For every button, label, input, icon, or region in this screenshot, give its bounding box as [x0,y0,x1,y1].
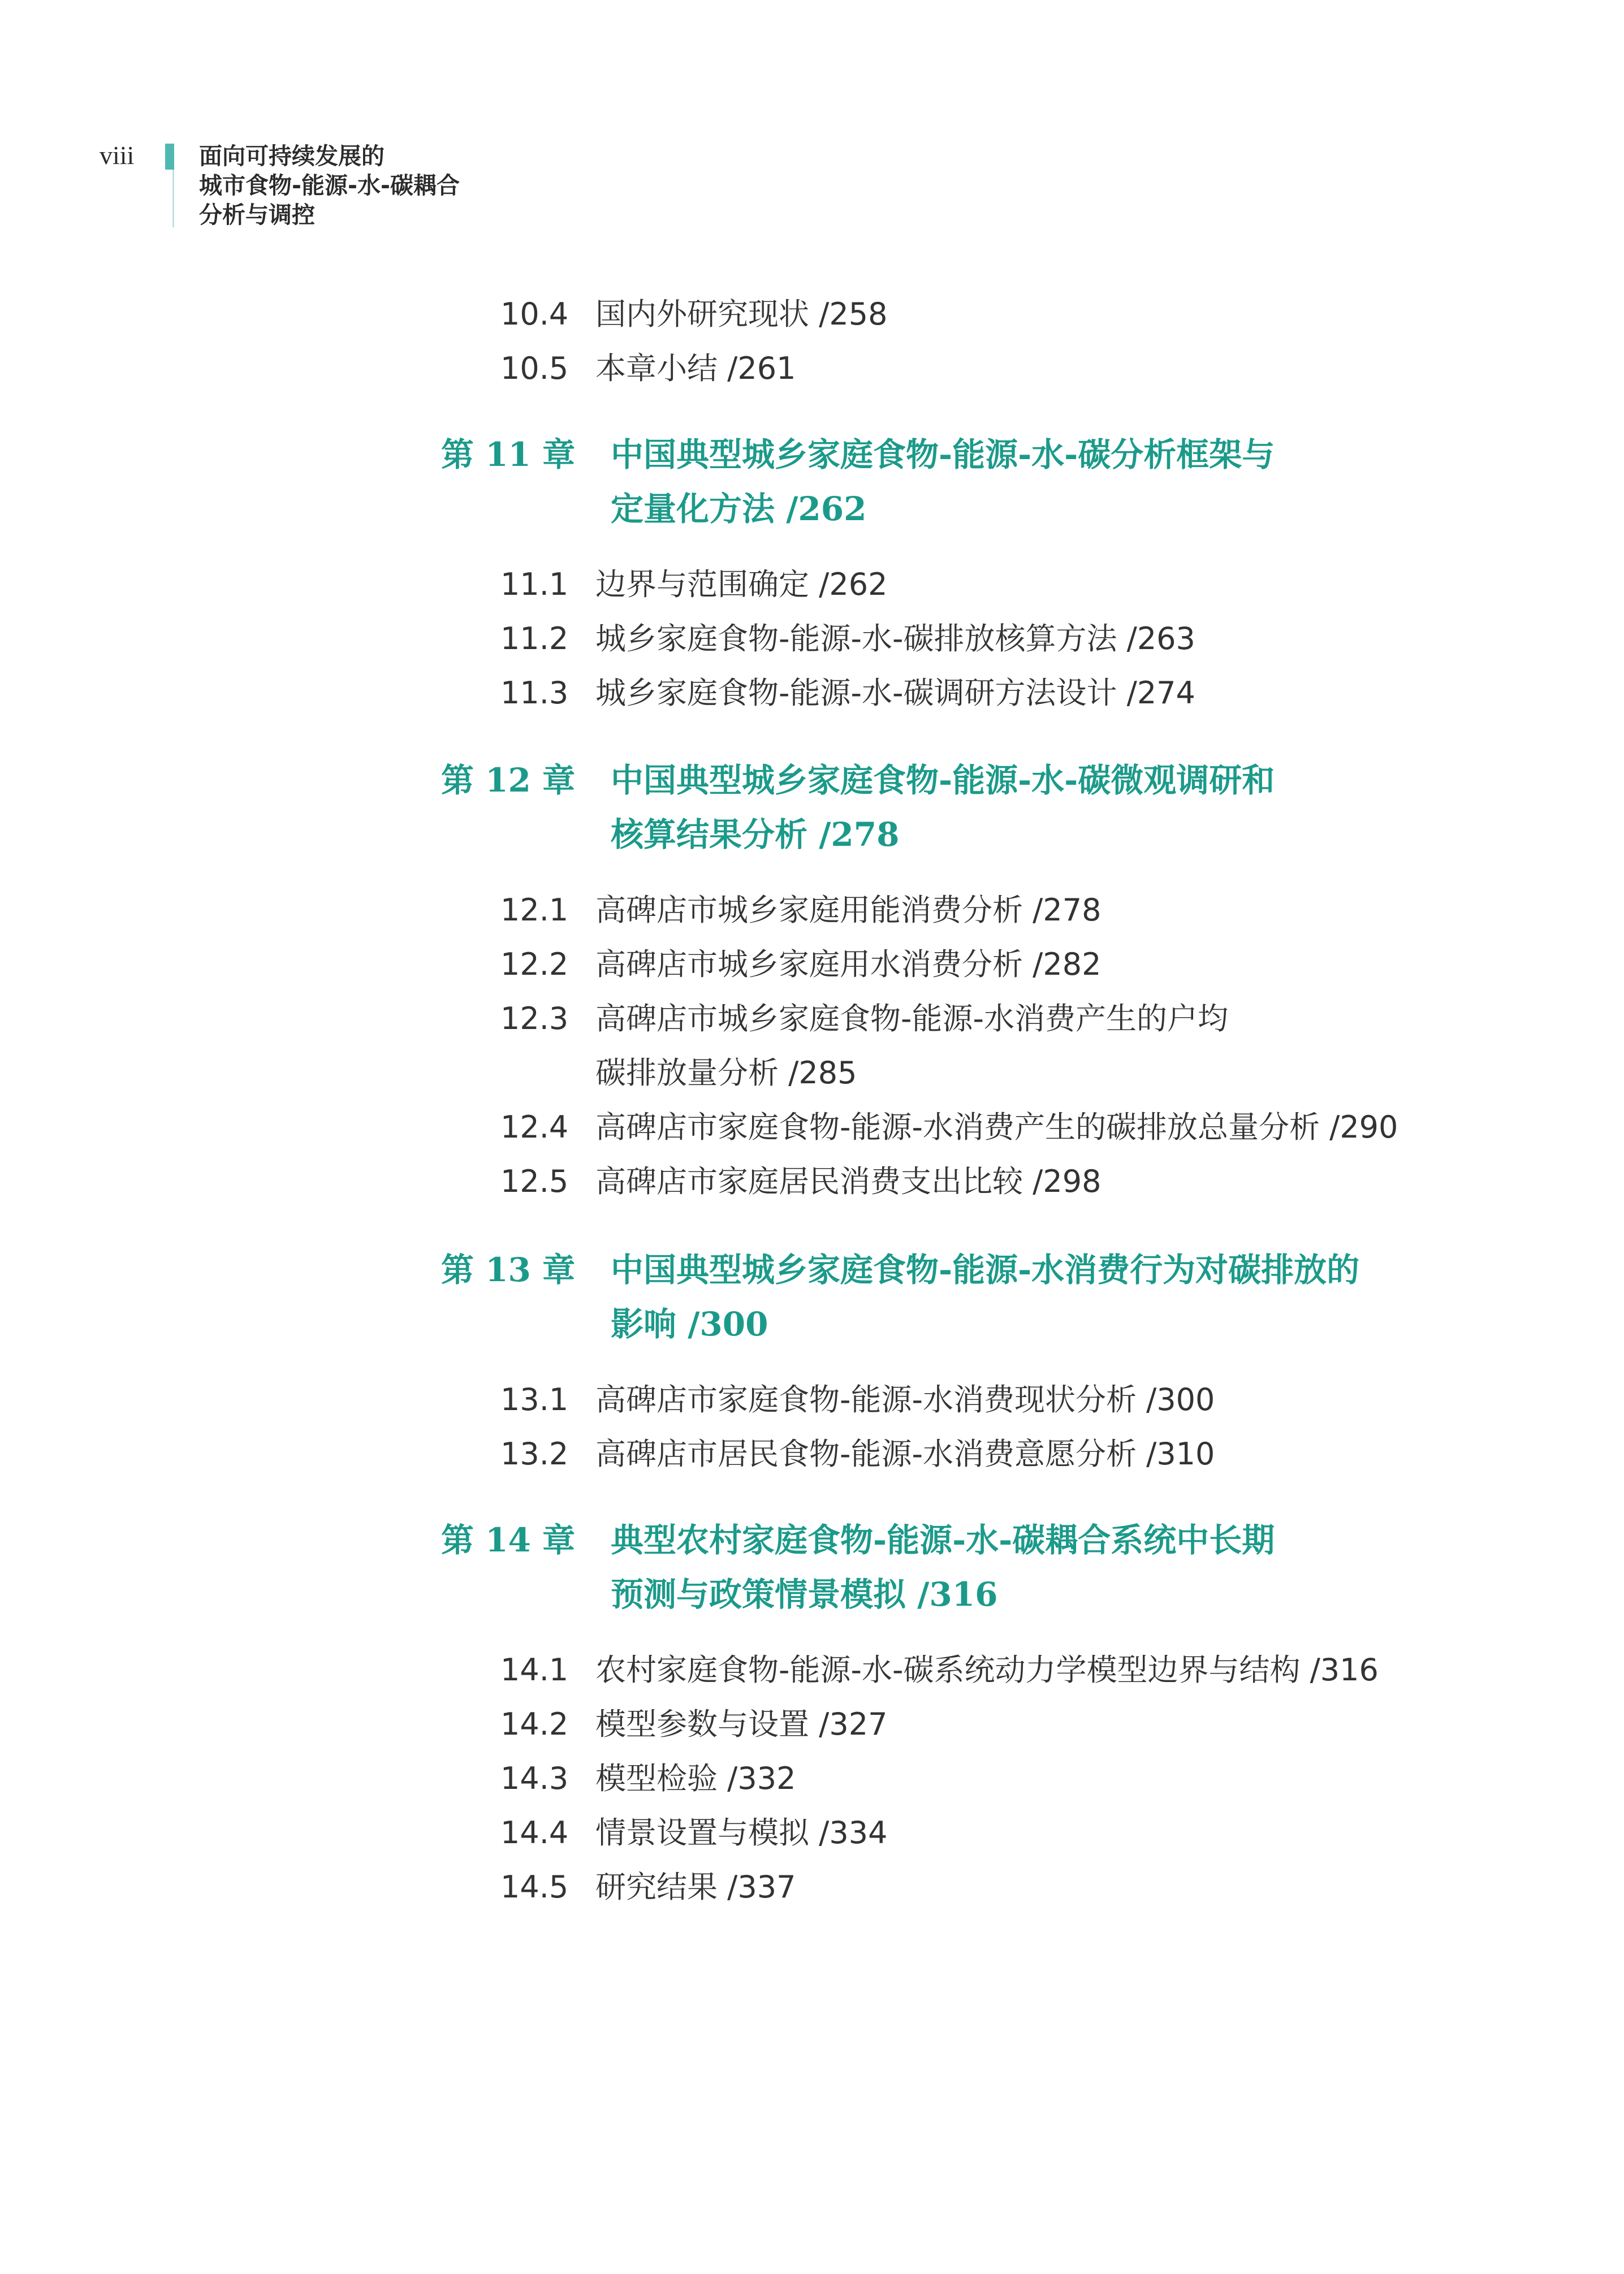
section-title: 本章小结 /261 [595,351,796,386]
toc-section-11-2[interactable] [500,612,1195,666]
chapter-title-cont: 预测与政策情景模拟 /316 [611,1575,998,1614]
toc-section-12-3-cont[interactable] [595,1046,857,1100]
toc-chapter-11[interactable] [441,427,1275,528]
toc-section-14-2[interactable] [500,1697,887,1752]
section-title: 模型参数与设置 /327 [595,1706,888,1742]
chapter-title-cont: 定量化方法 /262 [611,490,867,528]
running-book-title [199,141,460,230]
toc-section-12-3[interactable] [500,992,1228,1046]
section-title: 城乡家庭食物-能源-水-碳调研方法设计 /274 [595,675,1195,711]
header-accent-bar [165,144,174,170]
section-title: 高碑店市城乡家庭用能消费分析 /278 [595,892,1102,928]
section-number: 14.2 [500,1706,569,1742]
section-title-cont: 碳排放量分析 /285 [595,1055,857,1091]
chapter-title: 中国典型城乡家庭食物-能源-水-碳微观调研和 [611,761,1275,799]
chapter-label: 第 13 章 [441,1251,576,1289]
toc-section-13-1[interactable] [500,1373,1215,1427]
section-title: 情景设置与模拟 /334 [595,1815,888,1851]
toc-section-12-4[interactable] [500,1100,1398,1155]
section-title: 高碑店市家庭居民消费支出比较 /298 [595,1164,1102,1199]
chapter-label: 第 12 章 [441,761,576,799]
section-title: 模型检验 /332 [595,1761,796,1796]
toc-chapter-13[interactable] [441,1243,1360,1343]
section-title: 高碑店市居民食物-能源-水消费意愿分析 /310 [595,1436,1215,1472]
section-number: 11.1 [500,567,569,602]
toc-section-10-4[interactable] [500,287,887,341]
toc-section-14-5[interactable] [500,1860,796,1914]
toc-section-13-2[interactable] [500,1427,1215,1481]
section-number: 13.1 [500,1382,569,1417]
toc-section-12-5[interactable] [500,1155,1101,1209]
book-title-line: 城市食物-能源-水-碳耦合 [199,172,460,199]
section-title: 高碑店市城乡家庭用水消费分析 /282 [595,946,1102,982]
section-number: 10.4 [500,296,569,332]
section-number: 12.3 [500,1001,569,1036]
toc-section-12-1[interactable] [500,883,1101,937]
toc-section-14-1[interactable] [500,1643,1379,1697]
toc-section-11-1[interactable] [500,557,887,612]
section-number: 12.4 [500,1109,569,1145]
toc-chapter-12[interactable] [441,753,1275,854]
chapter-title: 典型农村家庭食物-能源-水-碳耦合系统中长期 [611,1521,1275,1559]
book-title-line: 面向可持续发展的 [199,142,385,170]
section-number: 14.3 [500,1761,569,1796]
section-number: 14.1 [500,1652,569,1688]
chapter-title-cont: 核算结果分析 /278 [611,815,900,854]
section-number: 10.5 [500,351,569,386]
toc-section-11-3[interactable] [500,666,1195,720]
section-number: 11.2 [500,621,569,656]
section-number: 11.3 [500,675,569,711]
section-title: 高碑店市城乡家庭食物-能源-水消费产生的户均 [595,1001,1228,1036]
section-title: 高碑店市家庭食物-能源-水消费产生的碳排放总量分析 /290 [595,1109,1398,1145]
section-number: 14.5 [500,1869,569,1905]
section-title: 国内外研究现状 /258 [595,296,888,332]
section-title: 农村家庭食物-能源-水-碳系统动力学模型边界与结构 /316 [595,1652,1379,1688]
section-title: 高碑店市家庭食物-能源-水消费现状分析 /300 [595,1382,1215,1417]
section-title: 城乡家庭食物-能源-水-碳排放核算方法 /263 [595,621,1195,656]
section-number: 13.2 [500,1436,569,1472]
toc-section-12-2[interactable] [500,937,1101,992]
chapter-label: 第 11 章 [441,435,576,474]
chapter-title: 中国典型城乡家庭食物-能源-水-碳分析框架与 [611,435,1275,474]
toc-chapter-14[interactable] [441,1513,1275,1614]
toc-section-14-3[interactable] [500,1752,796,1806]
page-number: viii [100,141,135,170]
chapter-title-cont: 影响 /300 [611,1305,768,1343]
chapter-title: 中国典型城乡家庭食物-能源-水消费行为对碳排放的 [611,1251,1360,1289]
section-title: 研究结果 /337 [595,1869,796,1905]
section-number: 12.5 [500,1164,569,1199]
section-number: 12.1 [500,892,569,928]
toc-section-10-5[interactable] [500,341,796,396]
section-title: 边界与范围确定 /262 [595,567,888,602]
toc-section-14-4[interactable] [500,1806,887,1860]
header-divider-line [172,170,174,227]
book-title-line: 分析与调控 [199,201,315,228]
section-number: 14.4 [500,1815,569,1851]
section-number: 12.2 [500,946,569,982]
chapter-label: 第 14 章 [441,1521,576,1559]
